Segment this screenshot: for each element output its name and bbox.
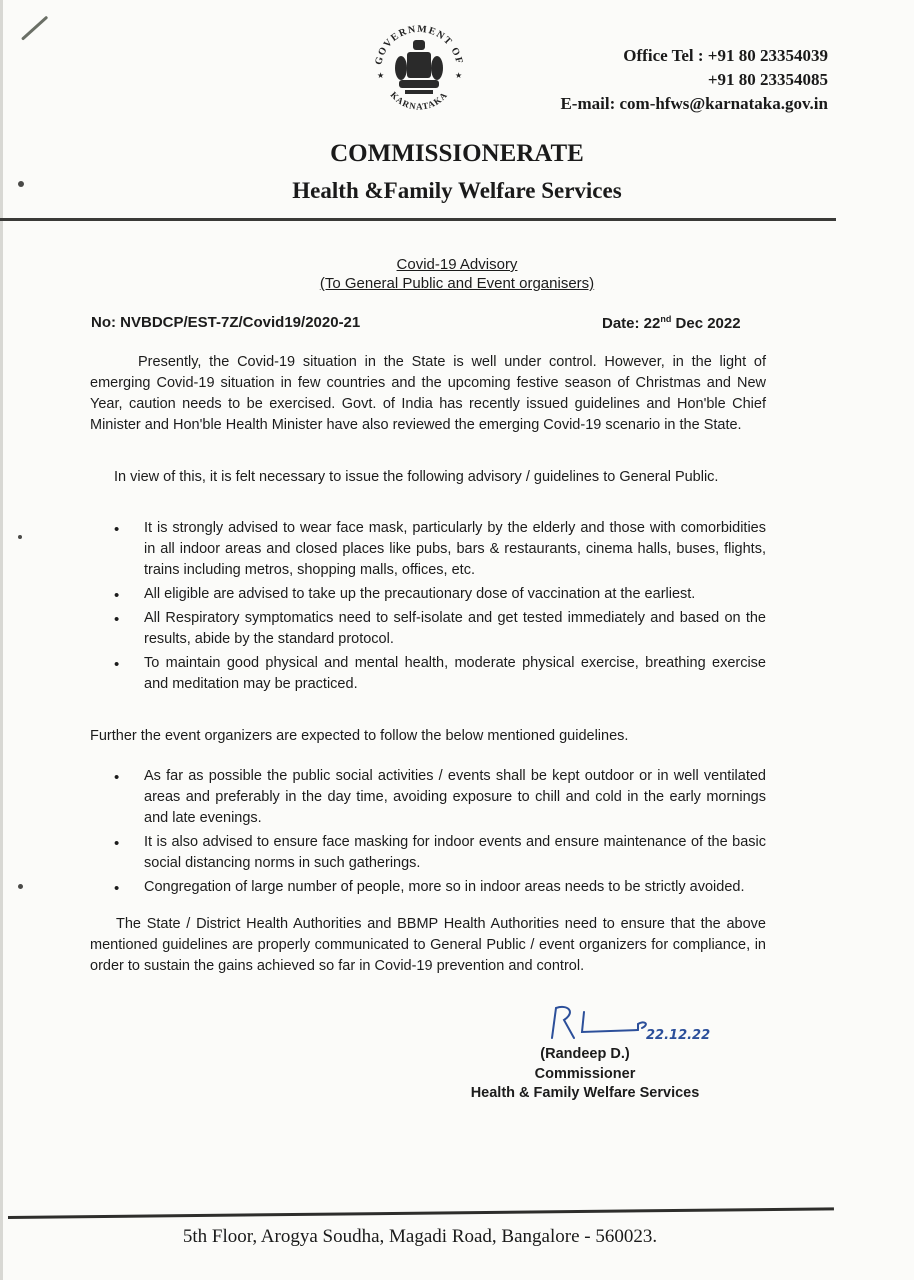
org-subtitle: Health &Family Welfare Services <box>292 178 622 203</box>
paragraph-intro: Presently, the Covid-19 situation in the State is well under control. However, in the light of emerging Covid-19 situation in few countries and the upcoming festive season of Christmas and New Year, caution needs to be exercised. Govt. of India has recently issued guidelines and Hon'ble Chief Minister and Hon'ble Health Minister have also reviewed the emerging Covid-19 scenario in the State. <box>90 354 766 433</box>
advisory-subtitle: (To General Public and Event organisers) <box>319 275 595 292</box>
advisory-title: Covid-19 Advisory <box>396 256 518 273</box>
svg-text:★: ★ <box>377 71 385 80</box>
document-date: Date: 22nd Dec 2022 <box>602 314 741 332</box>
list-item: • All eligible are advised to take up the precautionary dose of vaccination at the earliest. <box>112 584 766 605</box>
punch-mark <box>18 884 23 889</box>
signatory-designation: Commissioner <box>534 1066 636 1082</box>
list-item: • Congregation of large number of people, more so in indoor areas needs to be strictly avoided. <box>112 877 766 898</box>
list-item: • It is strongly advised to wear face mask, particularly by the elderly and those with comorbidities in all indoor areas and closed places like pubs, bars & restaurants, cinema halls, buses, flights, trains including metros, shopping malls, offices, etc. <box>112 518 766 581</box>
event-guidelines-list <box>112 766 766 901</box>
header-divider <box>0 218 836 221</box>
email-address: E-mail: com-hfws@karnataka.gov.in <box>560 94 828 113</box>
karnataka-government-emblem-icon <box>371 18 467 122</box>
list-item: • To maintain good physical and mental health, moderate physical exercise, breathing exercise and meditation may be practiced. <box>112 653 766 695</box>
paragraph-advisory-lead: In view of this, it is felt necessary to issue the following advisory / guidelines to General Public. <box>114 469 719 485</box>
signatory-name: (Randeep D.) <box>540 1046 630 1062</box>
public-guidelines-list <box>112 518 766 698</box>
svg-text:★: ★ <box>455 71 463 80</box>
reference-number: No: NVBDCP/EST-7Z/Covid19/2020-21 <box>91 314 361 331</box>
signatory-department: Health & Family Welfare Services <box>470 1085 700 1101</box>
svg-text:GOVERNMENT OF: GOVERNMENT OF <box>373 23 465 66</box>
office-tel-2: +91 80 23354085 <box>707 70 828 89</box>
office-tel-1: Office Tel : +91 80 23354039 <box>623 46 828 65</box>
footer-divider <box>8 1207 834 1219</box>
pen-stroke-mark <box>21 16 48 41</box>
paragraph-closing: The State / District Health Authorities and BBMP Health Authorities need to ensure that the above mentioned guidelines are properly communicated to General Public / event organizers for compliance, in order to sustain the gains achieved so far in Covid-19 prevention and control. <box>90 916 766 974</box>
contact-block <box>560 44 828 116</box>
paragraph-event-lead: Further the event organizers are expected to follow the below mentioned guidelines. <box>90 728 629 744</box>
list-item: • All Respiratory symptomatics need to self-isolate and get tested immediately and based on the results, abide by the standard protocol. <box>112 608 766 650</box>
footer-address: 5th Floor, Arogya Soudha, Magadi Road, Bangalore - 560023. <box>182 1226 658 1247</box>
org-title: COMMISSIONERATE <box>330 140 584 167</box>
list-item: • As far as possible the public social activities / events shall be kept outdoor or in well ventilated areas and preferably in the day time, avoiding exposure to chill and cold in the early mornings and late evenings. <box>112 766 766 829</box>
punch-mark <box>18 535 22 539</box>
signature-date: 22.12.22 <box>646 1028 711 1043</box>
svg-text:KARNATAKA: KARNATAKA <box>388 89 450 112</box>
list-item: • It is also advised to ensure face masking for indoor events and ensure maintenance of the basic social distancing norms in such gatherings. <box>112 832 766 874</box>
